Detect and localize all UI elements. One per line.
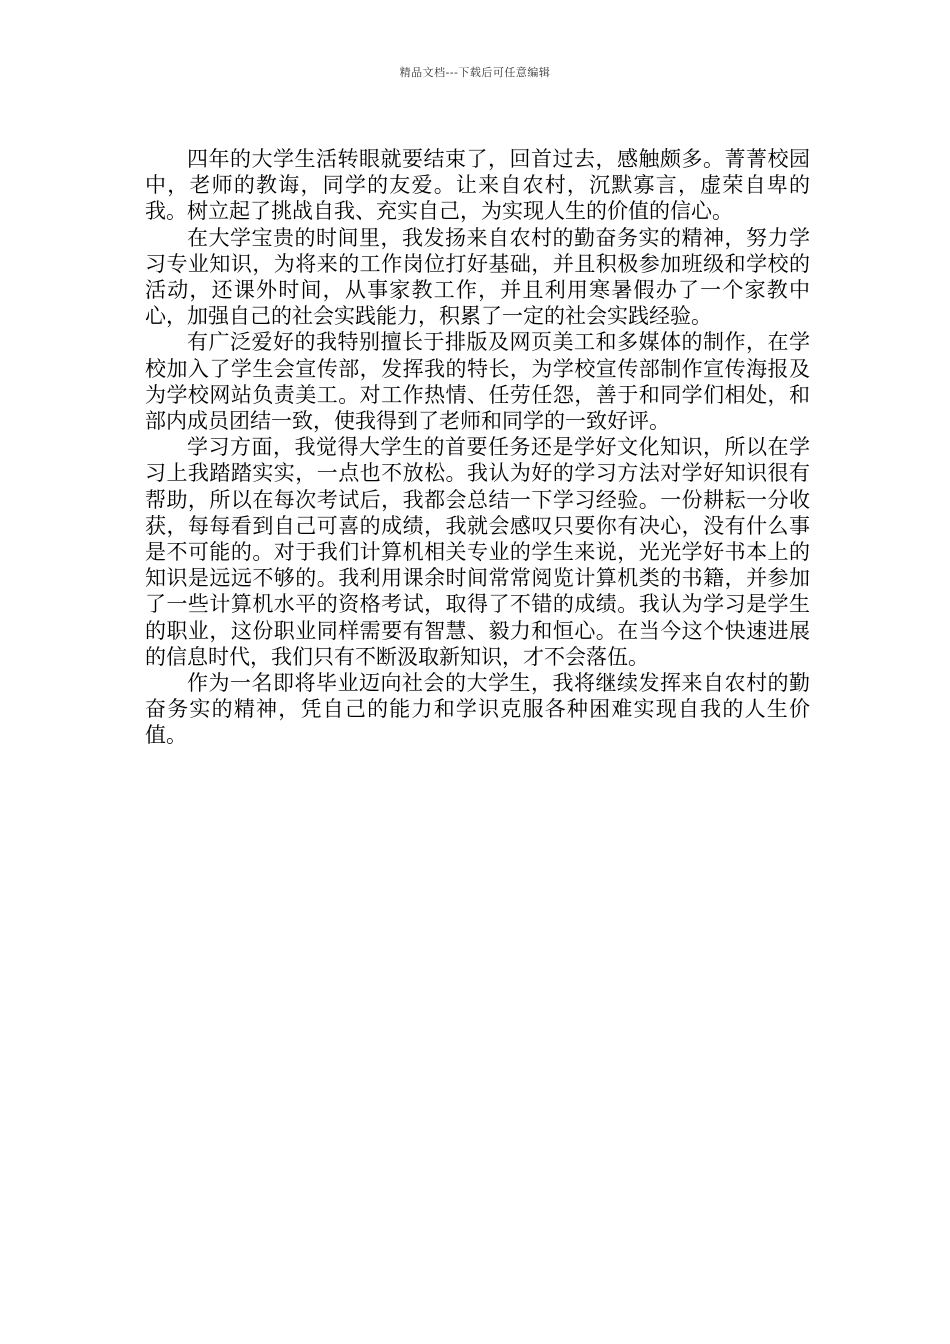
paragraph-4: 学习方面，我觉得大学生的首要任务还是学好文化知识，所以在学习上我踏踏实实，一点也不放松。我认为好的学习方法对学好知识很有帮助，所以在每次考试后，我都会总结一下学习经验。一份耕耘一分收获，每每看到自己可喜的成绩，我就会感叹只要你有决心，没有什么事是不可能的。对于我们计算机相关专业的学生来说，光光学好书本上的知识是远远不够的。我利用课余时间常常阅览计算机类的书籍，并参加了一些计算机水平的资格考试，取得了不错的成绩。我认为学习是学生的职业，这份职业同样需要有智慧、毅力和恒心。在当今这个快速进展的信息时代，我们只有不断汲取新知识，才不会落伍。 (145, 435, 810, 669)
document-body (145, 146, 810, 749)
paragraph-5: 作为一名即将毕业迈向社会的大学生，我将继续发挥来自农村的勤奋务实的精神，凭自己的能力和学识克服各种困难实现自我的人生价值。 (145, 671, 810, 748)
page-header: 精品文档---下载后可任意编辑 (399, 66, 551, 79)
paragraph-1: 四年的大学生活转眼就要结束了，回首过去，感触颇多。菁菁校园中，老师的教诲，同学的友爱。让来自农村，沉默寡言，虚荣自卑的我。树立起了挑战自我、充实自己，为实现人生的价值的信心。 (145, 147, 810, 224)
paragraph-2: 在大学宝贵的时间里，我发扬来自农村的勤奋务实的精神，努力学习专业知识，为将来的工作岗位打好基础，并且积极参加班级和学校的活动，还课外时间，从事家教工作，并且利用寒暑假办了一个家教中心，加强自己的社会实践能力，积累了一定的社会实践经验。 (145, 225, 810, 329)
paragraph-3: 有广泛爱好的我特别擅长于排版及网页美工和多媒体的制作，在学校加入了学生会宣传部，发挥我的特长，为学校宣传部制作宣传海报及为学校网站负责美工。对工作热情、任劳任怨，善于和同学们相处，和部内成员团结一致，使我得到了老师和同学的一致好评。 (145, 330, 810, 434)
